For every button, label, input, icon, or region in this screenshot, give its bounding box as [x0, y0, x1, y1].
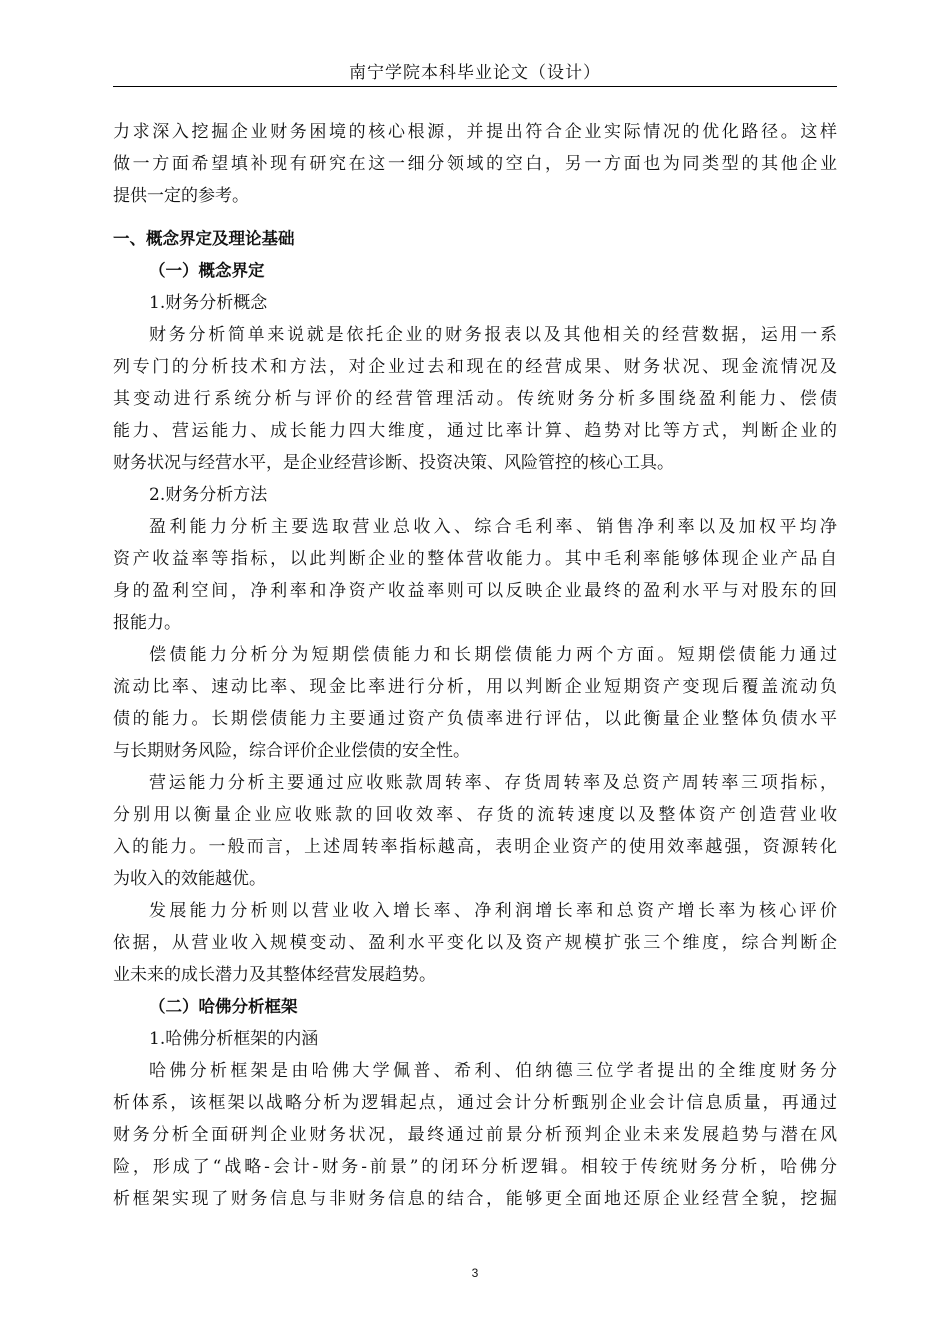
running-header: 南宁学院本科毕业论文（设计） [349, 63, 601, 83]
subsection-heading: （二）哈佛分析框架 [149, 997, 298, 1016]
subsection-heading: （一）概念界定 [149, 261, 265, 280]
body-line: 发展能力分析则以营业收入增长率、净利润增长率和总资产增长率为核心评价 [149, 901, 837, 921]
item-heading: 1.财务分析概念 [149, 293, 268, 313]
body-line: 险，形成了“战略-会计-财务-前景”的闭环分析逻辑。相较于传统财务分析，哈佛分 [113, 1157, 837, 1177]
body-line: 其变动进行系统分析与评价的经营管理活动。传统财务分析多围绕盈利能力、偿债 [113, 389, 837, 409]
body-line: 分别用以衡量企业应收账款的回收效率、存货的流转速度以及整体资产创造营业收 [113, 805, 837, 825]
body-line: 盈利能力分析主要选取营业总收入、综合毛利率、销售净利率以及加权平均净 [149, 517, 837, 537]
body-line: 业未来的成长潜力及其整体经营发展趋势。 [113, 965, 436, 985]
body-line: 哈佛分析框架是由哈佛大学佩普、希利、伯纳德三位学者提出的全维度财务分 [149, 1061, 837, 1081]
item-heading: 1.哈佛分析框架的内涵 [149, 1029, 319, 1049]
body-line: 析框架实现了财务信息与非财务信息的结合，能够更全面地还原企业经营全貌，挖掘 [113, 1189, 837, 1209]
body-line: 为收入的效能越优。 [113, 869, 266, 889]
body-line: 资产收益率等指标，以此判断企业的整体营收能力。其中毛利率能够体现企业产品自 [113, 549, 837, 569]
page-body [113, 116, 837, 1215]
body-line: 列专门的分析技术和方法，对企业过去和现在的经营成果、财务状况、现金流情况及 [113, 357, 837, 377]
body-line: 提供一定的参考。 [113, 186, 249, 206]
body-line: 析体系，该框架以战略分析为逻辑起点，通过会计分析甄别企业会计信息质量，再通过 [113, 1093, 837, 1113]
body-line: 与长期财务风险，综合评价企业偿债的安全性。 [113, 741, 470, 761]
item-heading: 2.财务分析方法 [149, 485, 268, 505]
body-line: 债的能力。长期偿债能力主要通过资产负债率进行评估，以此衡量企业整体负债水平 [113, 709, 837, 729]
body-line: 财务分析全面研判企业财务状况，最终通过前景分析预判企业未来发展趋势与潜在风 [113, 1125, 837, 1145]
body-line: 营运能力分析主要通过应收账款周转率、存货周转率及总资产周转率三项指标， [149, 773, 837, 793]
body-line: 财务分析简单来说就是依托企业的财务报表以及其他相关的经营数据，运用一系 [149, 325, 837, 345]
header-divider [113, 86, 837, 87]
body-line: 能力、营运能力、成长能力四大维度，通过比率计算、趋势对比等方式，判断企业的 [113, 421, 837, 441]
body-line: 偿债能力分析分为短期偿债能力和长期偿债能力两个方面。短期偿债能力通过 [149, 645, 837, 665]
page-number: 3 [471, 1266, 479, 1280]
body-line: 依据，从营业收入规模变动、盈利水平变化以及资产规模扩张三个维度，综合判断企 [113, 933, 837, 953]
section-heading: 一、概念界定及理论基础 [113, 229, 295, 248]
body-line: 身的盈利空间，净利率和净资产收益率则可以反映企业最终的盈利水平与对股东的回 [113, 581, 837, 601]
body-line: 做一方面希望填补现有研究在这一细分领域的空白，另一方面也为同类型的其他企业 [113, 154, 837, 174]
body-line: 流动比率、速动比率、现金比率进行分析，用以判断企业短期资产变现后覆盖流动负 [113, 677, 837, 697]
body-line: 力求深入挖掘企业财务困境的核心根源，并提出符合企业实际情况的优化路径。这样 [113, 122, 837, 142]
body-line: 报能力。 [113, 613, 181, 633]
body-line: 入的能力。一般而言，上述周转率指标越高，表明企业资产的使用效率越强，资源转化 [113, 837, 837, 857]
body-line: 财务状况与经营水平，是企业经营诊断、投资决策、风险管控的核心工具。 [113, 453, 674, 473]
